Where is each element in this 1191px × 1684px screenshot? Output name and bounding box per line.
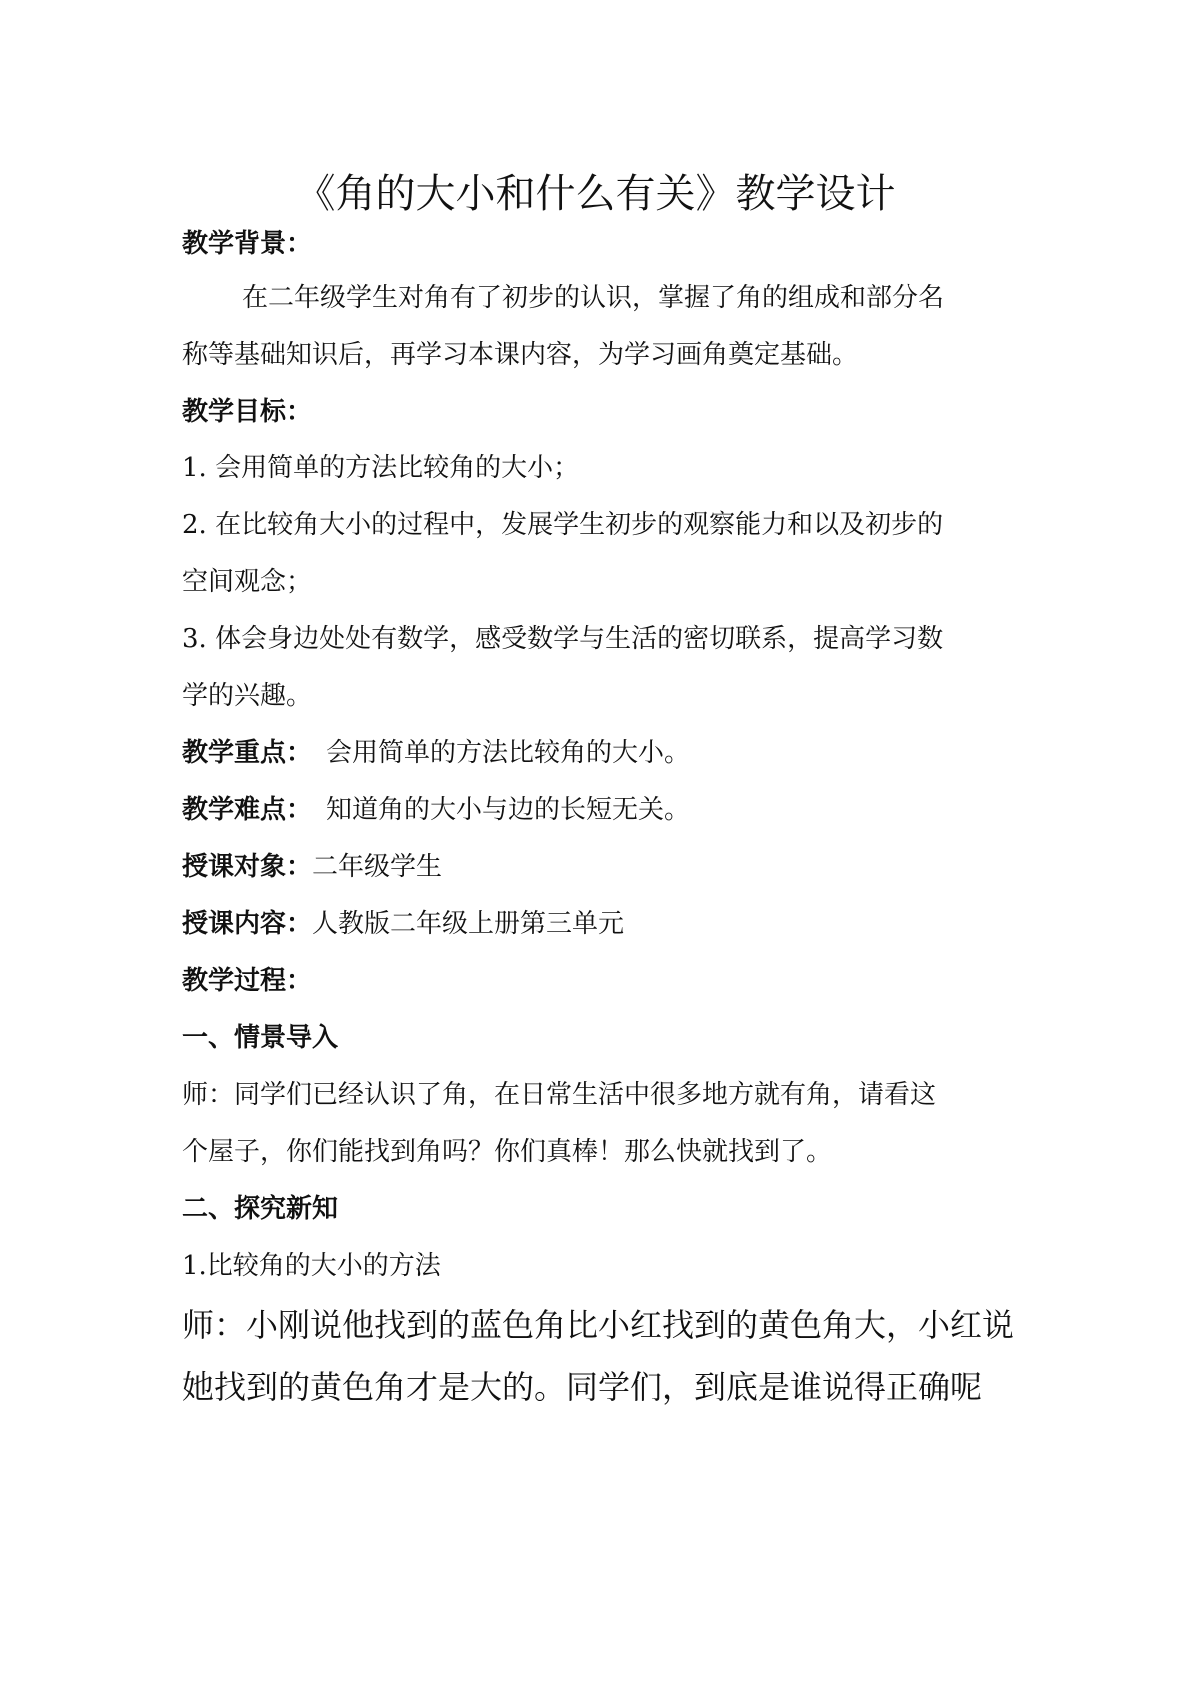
key-point-value: 会用简单的方法比较角的大小。 <box>326 738 691 768</box>
document-title: 《角的大小和什么有关》教学设计 <box>295 171 896 217</box>
difficulty-value: 知道角的大小与边的长短无关。 <box>326 795 691 825</box>
section-2-heading: 二、探究新知 <box>182 1194 339 1224</box>
content-label: 授课内容： <box>182 909 313 939</box>
goal-item-2-line-2: 空间观念； <box>182 567 313 597</box>
goal-item-1: 1. 会用简单的方法比较角的大小； <box>182 453 580 483</box>
audience-value: 二年级学生 <box>312 852 443 882</box>
goals-heading: 教学目标： <box>182 397 313 427</box>
section-1-line-1: 师：同学们已经认识了角，在日常生活中很多地方就有角，请看这 <box>182 1080 937 1110</box>
difficulty-row <box>182 792 690 828</box>
background-paragraph-line-1: 在二年级学生对角有了初步的认识，掌握了角的组成和部分名 <box>242 283 945 313</box>
goal-item-2-line-1: 2. 在比较角大小的过程中，发展学生初步的观察能力和以及初步的 <box>182 510 944 540</box>
audience-label: 授课对象： <box>182 852 313 882</box>
section-1-heading: 一、情景导入 <box>182 1023 339 1053</box>
key-point-label: 教学重点： <box>182 738 313 768</box>
section-2-subheading: 1.比较角的大小的方法 <box>182 1251 441 1281</box>
goal-item-3-line-2: 学的兴趣。 <box>182 681 313 711</box>
key-point-row <box>182 735 690 771</box>
content-value: 人教版二年级上册第三单元 <box>312 909 625 939</box>
difficulty-label: 教学难点： <box>182 795 313 825</box>
audience-row <box>182 849 442 885</box>
background-paragraph-line-2: 称等基础知识后，再学习本课内容，为学习画角奠定基础。 <box>182 340 859 370</box>
section-2-line-2: 她找到的黄色角才是大的。同学们，到底是谁说得正确呢 <box>182 1368 983 1406</box>
background-heading: 教学背景： <box>182 229 313 259</box>
content-row <box>182 906 624 942</box>
goal-item-3-line-1: 3. 体会身边处处有数学，感受数学与生活的密切联系，提高学习数 <box>182 624 944 654</box>
section-1-line-2: 个屋子，你们能找到角吗？你们真棒！那么快就找到了。 <box>182 1137 833 1167</box>
process-heading: 教学过程： <box>182 966 313 996</box>
section-2-line-1: 师：小刚说他找到的蓝色角比小红找到的黄色角大，小红说 <box>182 1306 1015 1344</box>
